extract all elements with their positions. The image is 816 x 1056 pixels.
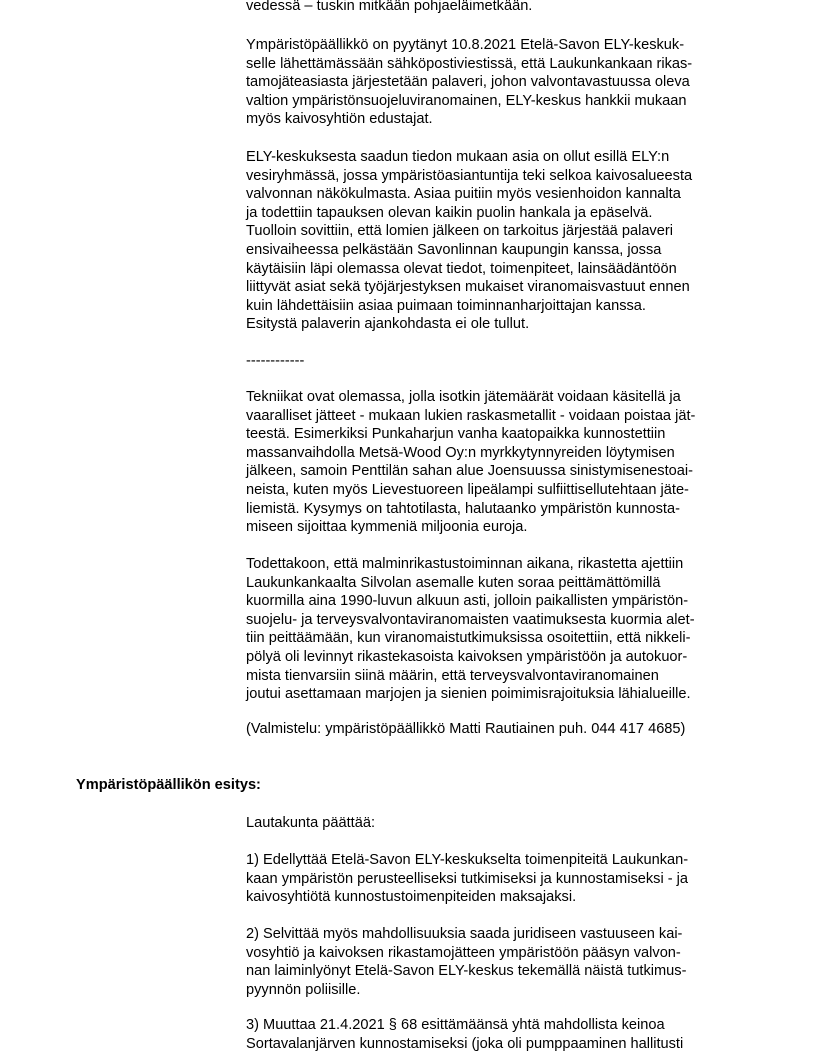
- paragraph-ely-info: [246, 148, 746, 334]
- text-line: Sortavalanjärven kunnostamiseksi (joka oli pumppaaminen hallitusti: [246, 1035, 684, 1052]
- text-line: valtion ympäristönsuojeluviranomainen, ELY-keskus hankkii mukaan: [246, 92, 687, 109]
- proposal-item-1: [246, 851, 746, 907]
- text-line: ensivaiheessa pelkästään Savonlinnan kaupungin kanssa, jossa: [246, 241, 662, 258]
- text-line: kaan ympäristön perusteelliseksi tutkimiseksi ja kunnostamiseksi - ja: [246, 870, 689, 887]
- text-line: (Valmistelu: ympäristöpäällikkö Matti Rautiainen puh. 044 417 4685): [246, 721, 686, 737]
- text-line: Laukunkankaalta Silvolan asemalle kuten soraa peittämättömillä: [246, 574, 661, 591]
- separator-dashes: [246, 352, 746, 371]
- text-line: 3) Muuttaa 21.4.2021 § 68 esittämäänsä yhtä mahdollista keinoa: [246, 1017, 665, 1033]
- text-line: pyynnön poliisille.: [246, 981, 361, 998]
- paragraph-ore-transport: [246, 555, 746, 704]
- text-line: liittyvät asiat sekä työjärjestyksen mukaiset viranomaisvastuut ennen: [246, 279, 690, 296]
- proposal-heading: Ympäristöpäällikön esitys:: [76, 777, 261, 793]
- text-line: 1) Edellyttää Etelä-Savon ELY-keskukselta toimenpiteitä Laukunkan-: [246, 852, 689, 868]
- text-line: tiin peittäämään, kun viranomaistutkimuksissa osoitettiin, että nikkeli-: [246, 630, 691, 647]
- text-line: vosyhtiö ja kaivoksen rikastamojätteen ympäristöön pääsyn valvon-: [246, 944, 681, 961]
- text-line: Ympäristöpäällikkö on pyytänyt 10.8.2021 Etelä-Savon ELY-keskuk-: [246, 37, 685, 53]
- text-line: vedessä – tuskin mitkään pohjaeläimetkään.: [246, 0, 533, 14]
- text-line: Tekniikat ovat olemassa, jolla isotkin jätemäärät voidaan käsitellä ja: [246, 389, 681, 405]
- text-line: käytäisiin läpi olemassa olevat tiedot, toimenpiteet, lainsäädäntöön: [246, 260, 677, 277]
- text-line: valvonnan näkökulmasta. Asiaa puitiin myös vesienhoidon kannalta: [246, 186, 681, 203]
- proposal-item-2: [246, 925, 746, 999]
- text-line: miseen sijoittaa kymmeniä miljoonia euroja.: [246, 519, 528, 536]
- text-line: ELY-keskuksesta saadun tiedon mukaan asia on ollut esillä ELY:n: [246, 149, 670, 165]
- text-line: Tuolloin sovittiin, että lomien jälkeen on tarkoitus järjestää palaveri: [246, 223, 673, 240]
- text-line: kaivosyhtiötä kunnostustoimenpiteiden maksajaksi.: [246, 889, 577, 906]
- text-line: nan laiminlyönyt Etelä-Savon ELY-keskus tekemällä näistä tutkimus-: [246, 963, 687, 980]
- text-line: liemistä. Kysymys on tahtotilasta, halutaanko ympäristön kunnosta-: [246, 500, 680, 517]
- text-line: ja todettiin tapauksen olevan kaikin puolin hankala ja epäselvä.: [246, 204, 653, 221]
- paragraph-techniques: [246, 388, 746, 537]
- proposal-item-3: [246, 1016, 746, 1053]
- text-line: myös kaivosyhtiön edustajat.: [246, 111, 433, 128]
- text-line: vesiryhmässä, jossa ympäristöasiantuntija teki selkoa kaivosalueesta: [246, 167, 693, 184]
- text-line: ------------: [246, 353, 305, 369]
- text-line: joutui asettamaan marjojen ja sienien poimimisrajoituksia lähialueille.: [246, 686, 691, 703]
- text-line: selle lähettämässään sähköpostiviestissä, että Laukunkankaan rikas-: [246, 55, 693, 72]
- preparer-note: [246, 720, 746, 739]
- text-line: kuin lähdettäisiin asiaa puimaan toiminnanharjoittajan kanssa.: [246, 297, 646, 314]
- text-line: kuormilla aina 1990-luvun alkuun asti, jolloin paikallisten ympäristön-: [246, 593, 689, 610]
- text-line: tamojäteasiasta järjestetään palaveri, johon valvontavastuussa oleva: [246, 74, 690, 91]
- text-line: 2) Selvittää myös mahdollisuuksia saada juridiseen vastuuseen kai-: [246, 926, 683, 942]
- text-line: vaaralliset jätteet - mukaan lukien raskasmetallit - voidaan poistaa jät-: [246, 407, 696, 424]
- proposal-intro: [246, 814, 746, 833]
- text-line: neista, kuten myös Lievestuoreen lipeälampi sulfiittisellutehtaan jäte-: [246, 481, 689, 498]
- text-line: jälkeen, samoin Penttilän sahan alue Joensuussa sinistymisenestoai-: [246, 463, 693, 480]
- intro-fragment: [246, 0, 746, 16]
- text-line: Lautakunta päättää:: [246, 815, 376, 831]
- paragraph-request-meeting: [246, 36, 746, 129]
- text-line: Todettakoon, että malminrikastustoiminnan aikana, rikastetta ajettiin: [246, 556, 684, 572]
- text-line: pölyä oli levinnyt rikastekasoista kaivoksen ympäristöön ja autokuor-: [246, 648, 688, 665]
- text-line: suojelu- ja terveysvalvontaviranomaisten vaatimuksesta kuormia alet-: [246, 611, 695, 628]
- text-line: Esitystä palaverin ajankohdasta ei ole tullut.: [246, 316, 530, 333]
- text-line: mista tienvarsiin siinä määrin, että terveysvalvontaviranomainen: [246, 667, 659, 684]
- text-line: massanvaihdolla Metsä-Wood Oy:n myrkkytynnyreiden löytymisen: [246, 444, 675, 461]
- text-line: teestä. Esimerkiksi Punkaharjun vanha kaatopaikka kunnostettiin: [246, 426, 666, 443]
